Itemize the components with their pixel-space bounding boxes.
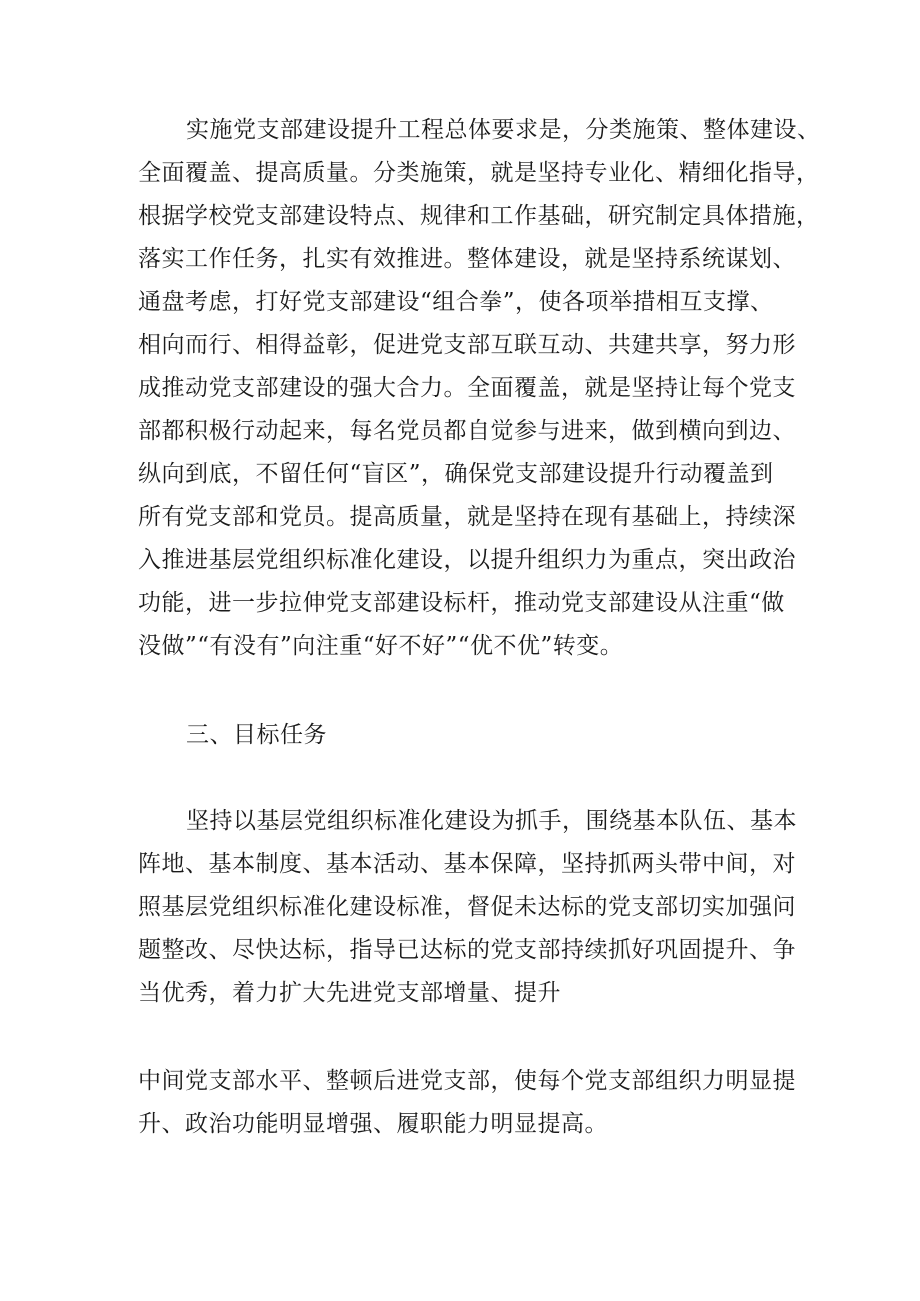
- text-line: 成推动党支部建设的强大合力。全面覆盖，就是坚持让每个党支: [138, 375, 796, 401]
- text-line: 升、政治功能明显增强、履职能力明显提高。: [138, 1111, 608, 1137]
- text-line: 所有党支部和党员。提高质量，就是坚持在现有基础上，持续深: [138, 504, 796, 530]
- text-line: 题整改、尽快达标，指导已达标的党支部持续抓好巩固提升、争: [138, 937, 796, 963]
- text-line: 入推进基层党组织标准化建设，以提升组织力为重点，突出政治: [138, 547, 796, 573]
- text-line: 全面覆盖、提高质量。分类施策，就是坚持专业化、精细化指导，: [138, 160, 820, 186]
- text-line: 纵向到底，不留任何“盲区”，确保党支部建设提升行动覆盖到: [138, 461, 774, 487]
- text-line: 实施党支部建设提升工程总体要求是，分类施策、整体建设、: [186, 117, 821, 143]
- text-line: 通盘考虑，打好党支部建设“组合拳”，使各项举措相互支撑、: [138, 289, 774, 315]
- text-line: 当优秀，着力扩大先进党支部增量、提升: [138, 980, 561, 1006]
- text-line: 中间党支部水平、整顿后进党支部，使每个党支部组织力明显提: [138, 1068, 796, 1094]
- text-line: 部都积极行动起来，每名党员都自觉参与进来，做到横向到边、: [138, 418, 796, 444]
- text-line: 根据学校党支部建设特点、规律和工作基础，研究制定具体措施，: [138, 203, 820, 229]
- text-line: 阵地、基本制度、基本活动、基本保障，坚持抓两头带中间，对: [138, 851, 796, 877]
- text-line: 相向而行、相得益彰，促进党支部互联互动、共建共享，努力形: [138, 332, 796, 358]
- text-line: 照基层党组织标准化建设标准，督促未达标的党支部切实加强问: [138, 894, 796, 920]
- text-line: 坚持以基层党组织标准化建设为抓手，围绕基本队伍、基本: [186, 808, 797, 834]
- text-line: 功能，进一步拉伸党支部建设标杆，推动党支部建设从注重“做: [138, 590, 785, 616]
- text-line: 没做”“有没有”向注重“好不好”“优不优”转变。: [138, 633, 624, 659]
- text-line: 落实工作任务，扎实有效推进。整体建设，就是坚持系统谋划、: [138, 246, 796, 272]
- section-heading: 三、目标任务: [186, 722, 327, 748]
